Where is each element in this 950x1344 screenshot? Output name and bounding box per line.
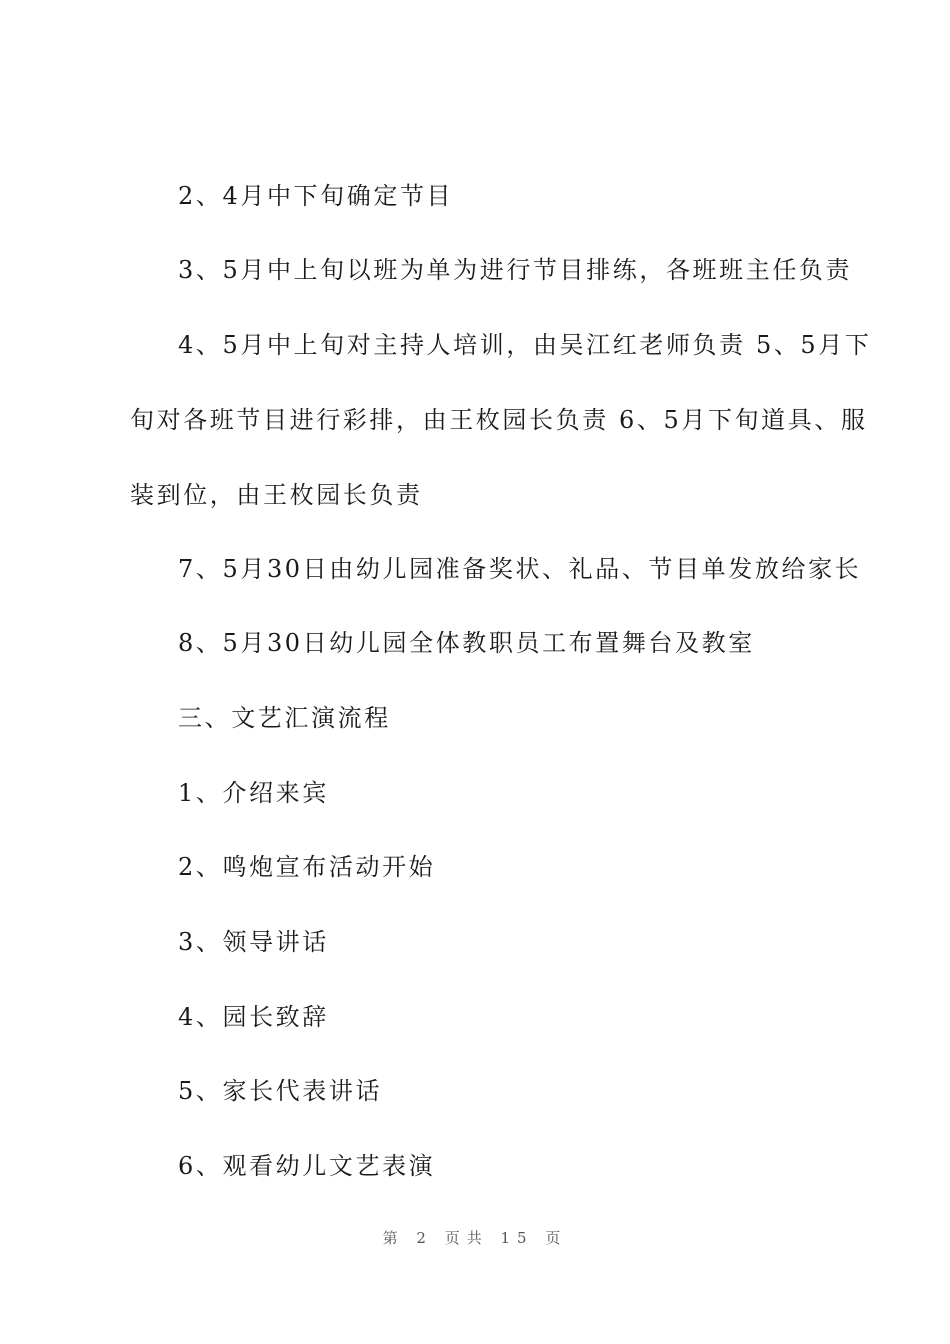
text-line-7: 8、5月30日幼儿园全体教职员工布置舞台及教室 — [178, 629, 755, 657]
section-heading: 三、文艺汇演流程 — [178, 704, 391, 732]
text-line-4: 旬对各班节目进行彩排，由王枚园长负责 6、5月下旬道具、服 — [130, 406, 868, 434]
text-line-10: 2、鸣炮宣布活动开始 — [178, 853, 436, 881]
text-line-12: 4、园长致辞 — [178, 1003, 329, 1031]
text-line-5: 装到位，由王枚园长负责 — [130, 481, 423, 509]
text-line-2: 3、5月中上旬以班为单为进行节目排练，各班班主任负责 — [178, 256, 853, 284]
text-line-9: 1、介绍来宾 — [178, 779, 329, 807]
text-line-6: 7、5月30日由幼儿园准备奖状、礼品、节目单发放给家长 — [178, 555, 862, 583]
text-line-14: 6、观看幼儿文艺表演 — [178, 1152, 436, 1180]
text-line-13: 5、家长代表讲话 — [178, 1077, 383, 1105]
text-line-3: 4、5月中上旬对主持人培训，由吴江红老师负责 5、5月下 — [178, 331, 872, 359]
text-line-11: 3、领导讲话 — [178, 928, 329, 956]
text-line-1: 2、4月中下旬确定节目 — [178, 182, 454, 210]
page-number-footer: 第 2 页共 15 页 — [382, 1229, 568, 1247]
